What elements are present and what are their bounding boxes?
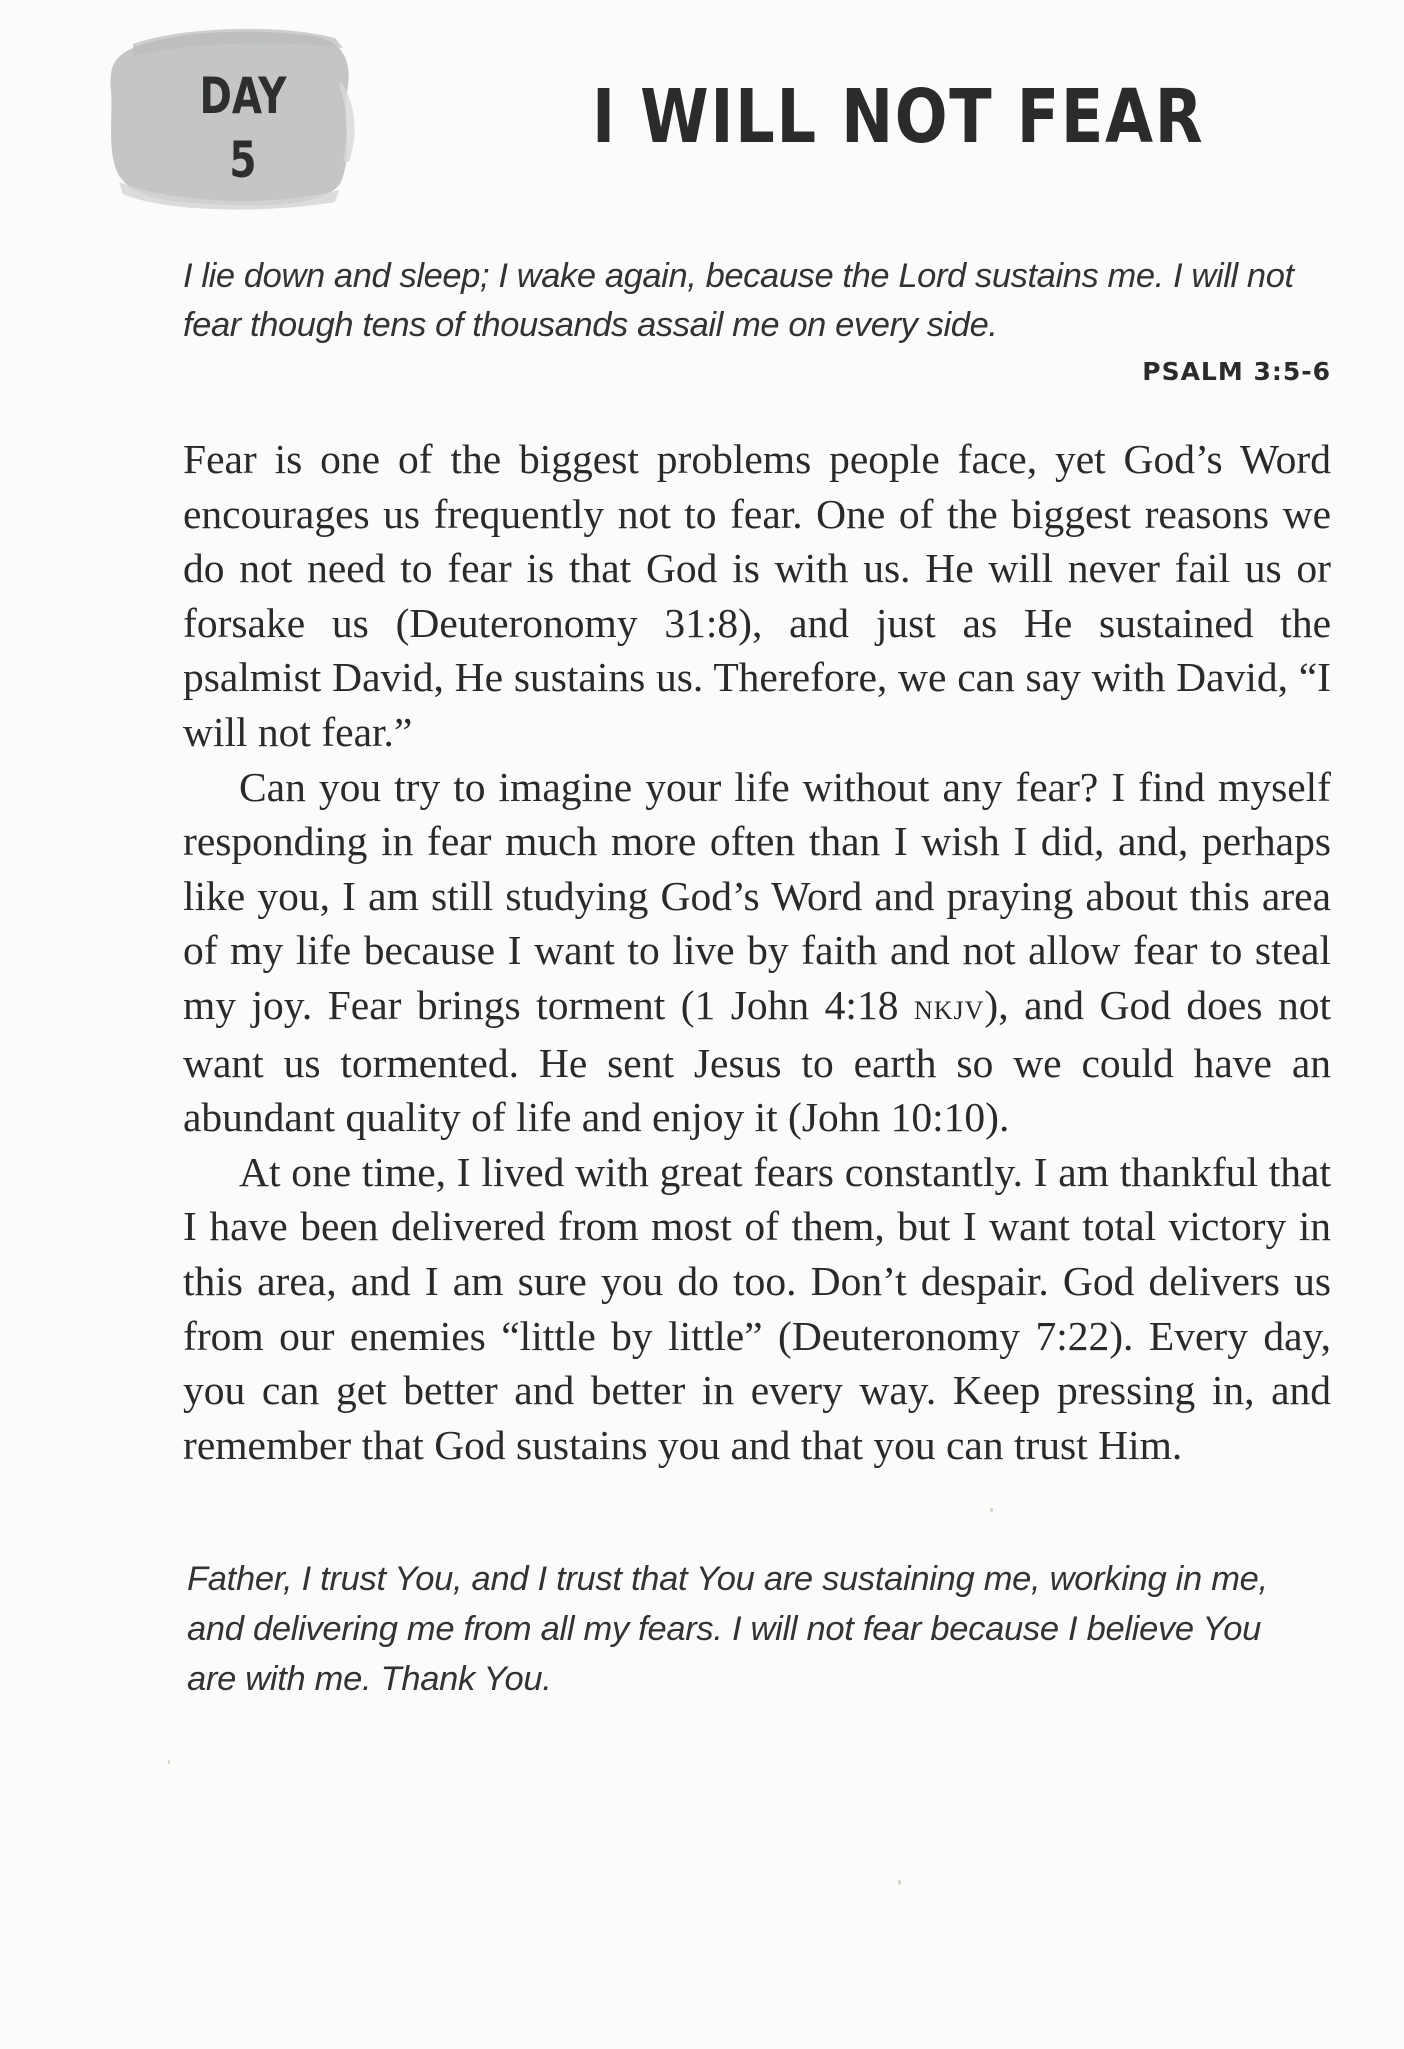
bible-version-label: nkjv bbox=[913, 986, 985, 1028]
body-paragraph-1: Fear is one of the biggest problems people face, yet God’s Word encourages us frequently not to fear. One of the biggest reasons we do not need to fear is that God is with us. He will never fail us or forsake us (Deuteronomy 31:8), and just as He sustained the psalmist David, He sustains us. Therefore, we can say with David, “I will not fear.” bbox=[183, 436, 1331, 755]
body-paragraph-2 bbox=[183, 760, 1331, 1145]
day-label-block bbox=[196, 64, 290, 192]
day-number: 5 bbox=[229, 131, 257, 189]
devotional-body bbox=[183, 432, 1331, 1472]
body-paragraph-2-part-1: Can you try to imagine your life without any fear? I find myself responding in fear much more often than I wish I did, and, perhaps like you, I am still studying God’s Word and praying about this area of my life because I want to live by faith and not allow fear to steal my joy. Fear brings torment (1 John 4:18 bbox=[183, 763, 1331, 1028]
scripture-quote: I lie down and sleep; I wake again, because the Lord sustains me. I will not fear though tens of thousands assail me on every side. bbox=[183, 257, 1294, 344]
scripture-reference: PSALM 3:5-6 bbox=[1142, 357, 1331, 386]
day-badge bbox=[103, 22, 361, 212]
paper-speck bbox=[898, 1880, 901, 1885]
body-paragraph-3: At one time, I lived with great fears constantly. I am thankful that I have been delivered from most of them, but I want total victory in this area, and I am sure you do too. Don’t despair. God delivers us from our enemies “little by little” (Deuteronomy 7:22). Every day, you can get better and better in every way. Keep pressing in, and remember that God sustains you and that you can trust Him. bbox=[183, 1148, 1331, 1468]
paper-speck bbox=[990, 1508, 993, 1512]
closing-prayer: Father, I trust You, and I trust that You are sustaining me, working in me, and delivering me from all my fears. I will not fear because I believe You are with me. Thank You. bbox=[187, 1560, 1268, 1698]
page-title: I WILL NOT FEAR bbox=[592, 74, 1205, 160]
body-paragraph-2-part-2: ), and God does not want us tormented. He sent Jesus to earth so we could have an abundant quality of life and enjoy it (John 10:10). bbox=[183, 981, 1332, 1141]
day-label: DAY bbox=[199, 67, 287, 125]
paper-speck bbox=[168, 1760, 170, 1764]
